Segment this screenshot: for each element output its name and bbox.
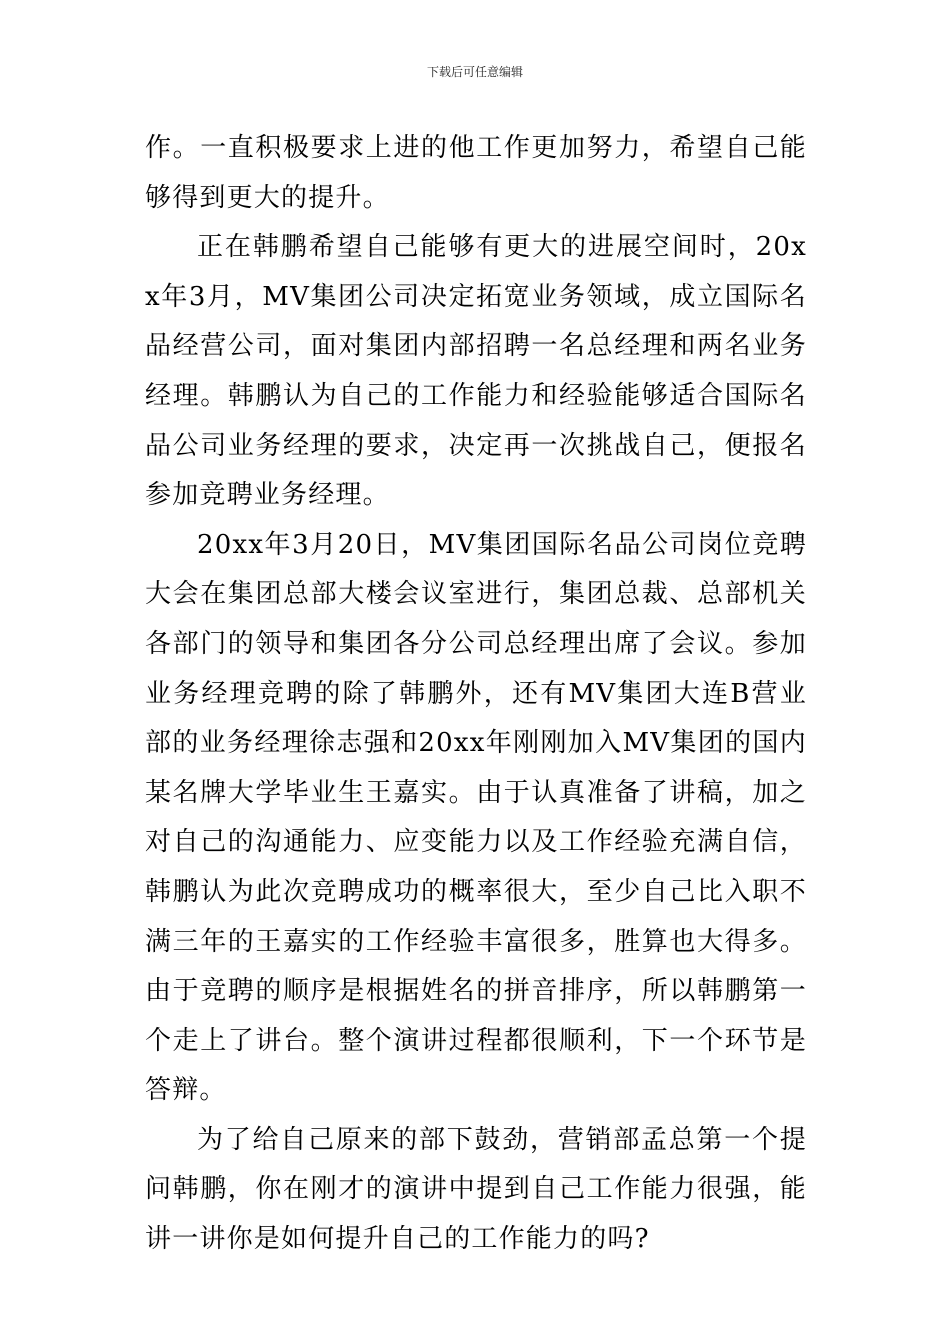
paragraph-2: 正在韩鹏希望自己能够有更大的进展空间时，20xx年3月，MV集团公司决定拓宽业务领域，成立国际名品经营公司，面对集团内部招聘一名总经理和两名业务经理。韩鹏认为自己的工作能力和经验能够适合国际名品公司业务经理的要求，决定再一次挑战自己，便报名参加竞聘业务经理。 [145,232,807,511]
page-header: 下载后可任意编辑 [426,65,523,79]
paragraph-1: 作。一直积极要求上进的他工作更加努力，希望自己能够得到更大的提升。 [145,133,807,213]
document-body [145,124,807,1265]
paragraph-3: 20xx年3月20日，MV集团国际名品公司岗位竞聘大会在集团总部大楼会议室进行，集团总裁、总部机关各部门的领导和集团各分公司总经理出席了会议。参加业务经理竞聘的除了韩鹏外，还有MV集团大连B营业部的业务经理徐志强和20xx年刚刚加入MV集团的国内某名牌大学毕业生王嘉实。由于认真准备了讲稿，加之对自己的沟通能力、应变能力以及工作经验充满自信，韩鹏认为此次竞聘成功的概率很大，至少自己比入职不满三年的王嘉实的工作经验丰富很多，胜算也大得多。 由于竞聘的顺序是根据姓名的拼音排序，所以韩鹏第一个走上了讲台。整个演讲过程都很顺利，下一个环节是答辩。 [145,529,807,1106]
paragraph-4: 为了给自己原来的部下鼓劲，营销部孟总第一个提问韩鹏，你在刚才的演讲中提到自己工作能力很强，能讲一讲你是如何提升自己的工作能力的吗? [145,1124,807,1255]
